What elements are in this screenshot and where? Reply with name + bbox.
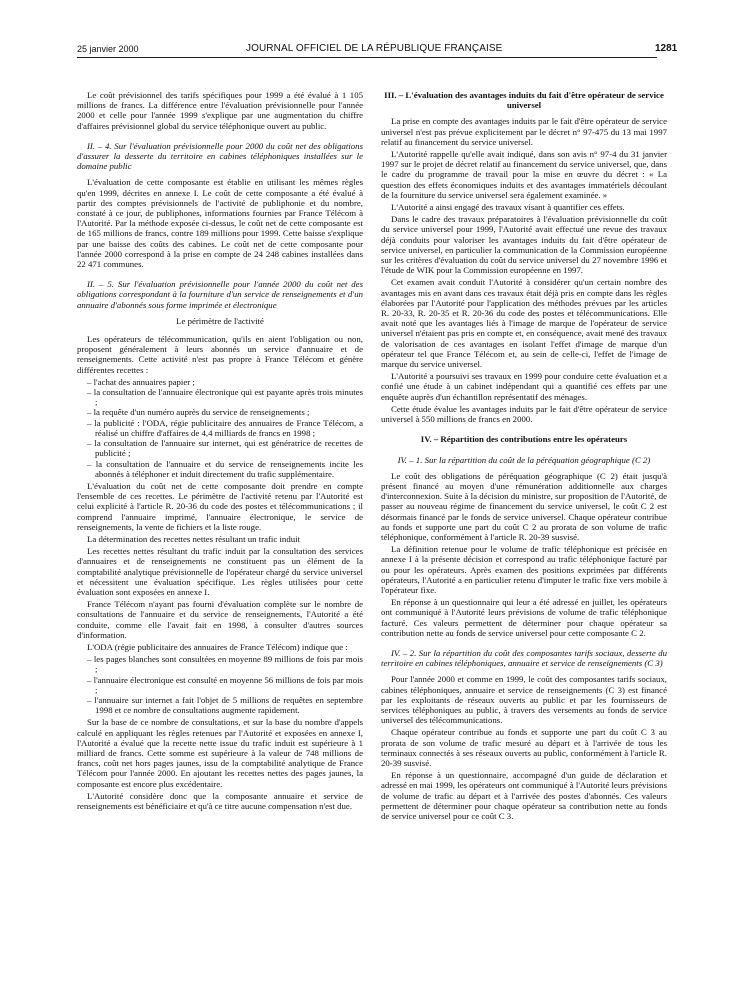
header-title: JOURNAL OFFICIEL DE LA RÉPUBLIQUE FRANÇAISE bbox=[246, 43, 503, 54]
list-item: – la consultation de l'annuaire sur internet, qui est génératrice de recettes de publicité ; bbox=[77, 438, 363, 458]
section-heading-iii: III. – L'évaluation des avantages induits du fait d'être opérateur de service universel bbox=[384, 90, 664, 111]
paragraph: Dans le cadre des travaux préparatoires à l'évaluation prévisionnelle du coût du service universel pour 1999, l'Autorité avait effectué une revue des travaux déjà conduits pour valoriser les avantages induits du fait d'être opérateur de service universel, en particulier la communication de la Commission européenne sur les critères d'évaluation du coût du service universel du 27 novembre 1996 et l'étude de WIK pour la Commission européenne en 1997. bbox=[381, 214, 667, 276]
right-column bbox=[381, 90, 667, 823]
page-header bbox=[0, 0, 748, 58]
paragraph: Cet examen avait conduit l'Autorité à considérer qu'un certain nombre des avantages mis en avant dans ces travaux était déjà pris en compte dans les règles élaborées par l'Autorité pour l'application des méthodes prévues par les articles R. 20-33, R. 20-35 et R. 20-36 du code des postes et télécommunications. Elle avait noté que les avantages liés à l'image de marque de l'opérateur de service universel n'étaient pas pris en compte et, en conséquence, avait mené des travaux de valorisation de ces avantages en isolant l'effet d'image de marque d'un opérateur tel que France Télécom et, au sein de celle-ci, l'effet de l'image de marque du service universel. bbox=[381, 277, 667, 370]
paragraph: L'Autorité considère donc que la composante annuaire et service de renseignements est bénéficiaire et qu'à ce titre aucune compensation n'est due. bbox=[77, 790, 363, 811]
paragraph: France Télécom n'ayant pas fourni d'évaluation complète sur le nombre de consultations de l'annuaire et du service de renseignements, l'Autorité a été conduite, comme elle l'avait fait en 1998, à consulter d'autres sources d'information. bbox=[77, 599, 363, 640]
list-item: – la consultation de l'annuaire électronique qui est payante après trois minutes ; bbox=[77, 387, 363, 407]
list-item: – l'annuaire sur internet a fait l'objet de 5 millions de requêtes en septembre 1998 et ce nombre de consultations augmente rapidement. bbox=[77, 695, 363, 715]
paragraph: L'évaluation de cette composante est établie en utilisant les mêmes règles qu'en 1999, décrites en annexe I. Le coût de cette composante a été évalué à partir des comptes prévisionnels de l'activité de publiphonie et du nombre, constaté à ce jour, de publiphones, informations fournies par France Télécom à l'Autorité. Par la méthode exposée ci-dessus, le coût net de cette composante est de 165 millions de francs, contre 189 millions pour 1999. Cette baisse s'explique par une baisse des coûts des cabines. Le coût net de cette composante pour l'année 2000 correspond à la prise en compte de 24 248 cabines installées dans 22 471 communes. bbox=[77, 177, 363, 270]
section-heading-ii-4: II. – 4. Sur l'évaluation prévisionnelle pour 2000 du coût net des obligations d'assurer la desserte du territoire en cabines téléphoniques installées sur le domaine public bbox=[77, 140, 363, 172]
paragraph: Le coût des obligations de péréquation géographique (C 2) était jusqu'à présent financé au moyen d'une rémunération additionnelle aux charges d'interconnexion. Suite à la décision du ministre, sur proposition de l'Autorité, de passer au nouveau régime de financement du service universel, le coût C 2 est désormais financé par le fonds de service universel. Chaque opérateur contribue au fonds et supporte une part du coût C 2 au prorata de son volume de trafic téléphonique, conformément à l'article R. 20-39 susvisé. bbox=[381, 470, 667, 542]
list-item: – les pages blanches sont consultées en moyenne 89 millions de fois par mois ; bbox=[77, 654, 363, 674]
page-number: 1281 bbox=[655, 43, 678, 54]
paragraph: Sur la base de ce nombre de consultations, et sur la base du nombre d'appels calculé en appliquant les règles retenues par l'Autorité et exposées en annexe I, l'Autorité a évalué que la recette nette issue du trafic induit est supérieure à 1 milliard de francs. Cette somme est supérieure à la valeur de 748 millions de francs, coût net hors pages jaunes, issu de la comptabilité analytique de France Télécom pour l'année 2000. En ajoutant les recettes nettes des pages jaunes, la composante est encore plus excédentaire. bbox=[77, 717, 363, 789]
list-item: – l'achat des annuaires papier ; bbox=[77, 377, 363, 387]
section-heading-ii-5: II. – 5. Sur l'évaluation prévisionnelle pour l'année 2000 du coût net des obligations correspondant à la fourniture d'un service de renseignements et d'un annuaire d'abonnés sous forme imprimée et électronique bbox=[77, 279, 363, 310]
paragraph: L'Autorité rappelle qu'elle avait indiqué, dans son avis n° 97-4 du 31 janvier 1997 sur le projet de décret relatif au financement du service universel, que, dans le cadre du programme de travail pour la mise en œuvre du décret : « La question des effets économiques induits et des avantages immatériels découlant de la fourniture du service universel sera également examinée. » bbox=[381, 149, 667, 200]
paragraph: Cette étude évalue les avantages induits par le fait d'être opérateur de service universel à 550 millions de francs en 2000. bbox=[381, 403, 667, 425]
list-item: – la requête d'un numéro auprès du service de renseignements ; bbox=[77, 407, 363, 417]
subheading-determination: La détermination des recettes nettes résultant un trafic induit bbox=[87, 533, 301, 544]
revenue-list bbox=[77, 377, 363, 479]
paragraph: L'ODA (régie publicitaire des annuaires de France Télécom) indique que : bbox=[87, 641, 348, 652]
paragraph: La définition retenue pour le volume de trafic téléphonique est précisée en annexe I à la présente décision et correspond au trafic téléphonique facturé par ou pour les opérateurs. Après examen des positions exprimées par différents opérateurs, l'Autorité a en particulier retenu d'imputer le trafic fixe vers mobile à l'opérateur fixe. bbox=[381, 544, 667, 595]
paragraph: Les opérateurs de télécommunication, qu'ils en aient l'obligation ou non, proposent généralement à leurs abonnés un service d'annuaire et de renseignements. Cette activité n'est pas propre à France Télécom et génère différentes recettes : bbox=[77, 334, 363, 375]
paragraph: Pour l'année 2000 et comme en 1999, le coût des composantes tarifs sociaux, cabines téléphoniques, annuaire et service de renseignements (C 3) est financé par les exploitants de réseaux ouverts au public et par les fournisseurs de services téléphoniques au public, à travers des versements au fonds de service universel des télécommunications. bbox=[381, 674, 667, 726]
paragraph: L'Autorité a poursuivi ses travaux en 1999 pour conduire cette évaluation et a confié une étude à un cabinet indépendant qui a quantifié ces effets par une enquête auprès d'un échantillon représentatif des ménages. bbox=[381, 371, 667, 402]
section-heading-iv: IV. – Répartition des contributions entre les opérateurs bbox=[420, 434, 628, 445]
oda-list bbox=[77, 654, 363, 715]
paragraph: L'évaluation du coût net de cette composante doit prendre en compte l'ensemble de ces recettes. Le périmètre de l'activité retenu par l'Autorité est celui explicité à l'article R. 20-36 du code des postes et télécommunications ; il comprend l'annuaire imprimé, l'annuaire électronique, le service de renseignements, la vente de fichiers et la liste rouge. bbox=[77, 480, 363, 532]
paragraph: La prise en compte des avantages induits par le fait d'être opérateur de service universel n'est pas prévue explicitement par le décret n° 97-475 du 13 mai 1997 relatif au financement du service universel. bbox=[381, 116, 667, 147]
paragraph: Les recettes nettes résultant du trafic induit par la consultation des services d'annuaires et de renseignements ne constituent pas un élément de la comptabilité analytique prévisionnelle de l'opérateur chargé du service universel et nécessitent une évaluation spécifique. Les règles utilisées pour cette évaluation sont exposées en annexe I. bbox=[77, 546, 363, 597]
paragraph: Chaque opérateur contribue au fonds et supporte une part du coût C 3 au prorata de son volume de trafic mesuré au départ et à l'arrivée de tous les terminaux connectés à ses réseaux ouverts au public, conformément à l'article R. 20-39 susvisé. bbox=[381, 727, 667, 768]
paragraph: En réponse à un questionnaire qui leur a été adressé en juillet, les opérateurs ont communiqué à l'Autorité leurs prévisions de volume de trafic téléphonique facturé. Ces valeurs permettent de déterminer pour chaque opérateur sa contribution nette au fonds de service universel pour cette composante C 2. bbox=[381, 597, 667, 638]
list-item: – l'annuaire électronique est consulté en moyenne 56 millions de fois par mois ; bbox=[77, 675, 363, 695]
header-date: 25 janvier 2000 bbox=[77, 44, 139, 54]
header-rule bbox=[77, 57, 657, 58]
paragraph: En réponse à un questionnaire, accompagné d'un guide de déclaration et adressé en mai 1999, les opérateurs ont communiqué à l'Autorité leurs prévisions de volume de trafic au départ et à l'arrivée des postes d'abonnés. Ces valeurs permettent de déterminer pour chaque opérateur sa contribution nette au fonds de service universel pour ce coût C 3. bbox=[381, 770, 667, 821]
list-item: – la consultation de l'annuaire et du service de renseignements incite les abonnés à téléphoner et induit directement du trafic supplémentaire. bbox=[77, 459, 363, 479]
subheading-perimetre: Le périmètre de l'activité bbox=[176, 315, 264, 326]
left-column bbox=[77, 90, 363, 813]
paragraph: Le coût prévisionnel des tarifs spécifiques pour 1999 a été évalué à 1 105 millions de francs. La différence entre l'évaluation prévisionnelle pour l'année 2000 et celle pour l'année 1999 s'explique par une augmentation du chiffre d'affaires prévisionnel global du service téléphonique ouvert au public. bbox=[77, 90, 363, 131]
section-heading-iv-2: IV. – 2. Sur la répartition du coût des composantes tarifs sociaux, desserte du territoire en cabines téléphoniques, annuaire et service de renseignements (C 3) bbox=[381, 647, 667, 669]
paragraph: L'Autorité a ainsi engagé des travaux visant à quantifier ces effets. bbox=[391, 202, 625, 213]
section-heading-iv-1: IV. – 1. Sur la répartition du coût de la péréquation géographique (C 2) bbox=[397, 454, 651, 465]
list-item: – la publicité : l'ODA, régie publicitaire des annuaires de France Télécom, a réalisé un chiffre d'affaires de 4,4 milliards de francs en 1998 ; bbox=[77, 418, 363, 438]
